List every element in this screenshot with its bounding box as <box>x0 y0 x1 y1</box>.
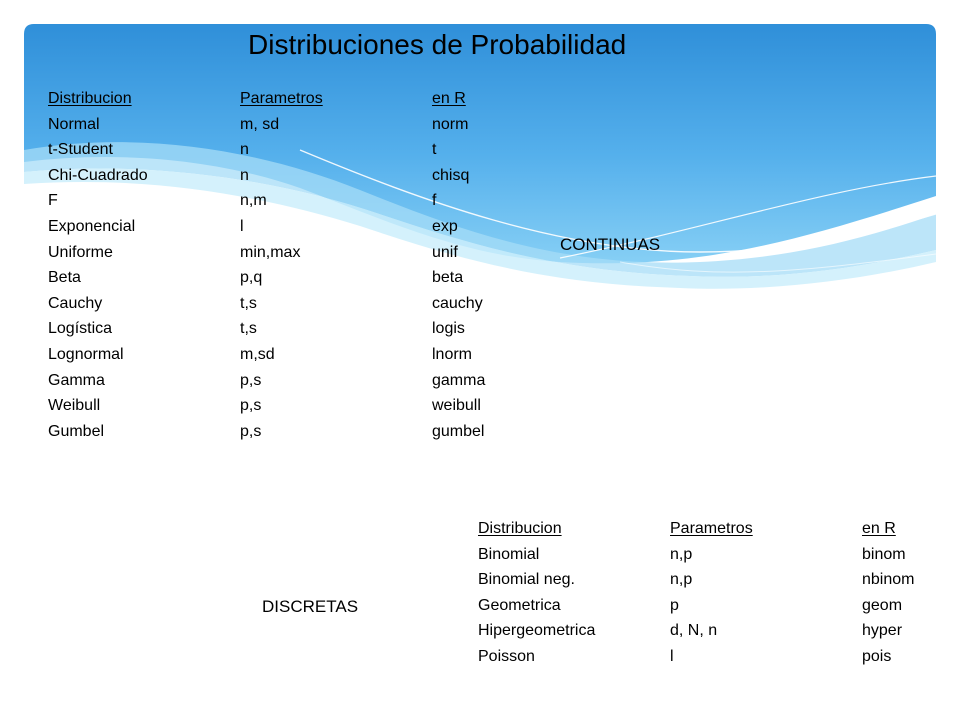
distribution-name: Exponencial <box>48 217 136 235</box>
distribution-params: n,p <box>670 571 693 589</box>
distribution-r-name: chisq <box>432 166 470 184</box>
distribution-r-name: binom <box>862 545 906 563</box>
distribution-r-name: nbinom <box>862 571 915 589</box>
distribution-name: Lognormal <box>48 345 124 363</box>
distribution-params: n,p <box>670 545 693 563</box>
table-row <box>48 137 518 163</box>
distribution-name: Weibull <box>48 397 101 415</box>
distribution-params: p,s <box>240 422 262 440</box>
table-row <box>478 644 938 670</box>
continuous-label: CONTINUAS <box>560 235 661 254</box>
distribution-name: t-Student <box>48 141 113 159</box>
distribution-params: p,s <box>240 397 262 415</box>
table-row <box>478 567 938 593</box>
distribution-params: l <box>670 647 674 665</box>
distribution-name: Gumbel <box>48 422 105 440</box>
page-title: Distribuciones de Probabilidad <box>248 29 627 60</box>
table-row <box>48 291 518 317</box>
table-row <box>48 214 518 240</box>
distribution-r-name: hyper <box>862 622 903 640</box>
table-row <box>478 542 938 568</box>
distribution-params: n <box>240 166 249 184</box>
header-r-name: en R <box>432 90 466 107</box>
distribution-params: n <box>240 141 249 159</box>
distribution-r-name: beta <box>432 269 464 287</box>
continuous-table <box>48 86 518 444</box>
table-row <box>48 316 518 342</box>
distribution-params: l <box>240 217 244 235</box>
distribution-r-name: exp <box>432 217 458 235</box>
distribution-params: d, N, n <box>670 622 718 640</box>
table-row <box>48 342 518 368</box>
header-distribution: Distribucion <box>478 520 562 537</box>
distribution-params: t,s <box>240 320 257 338</box>
distribution-name: Normal <box>48 115 100 133</box>
distribution-r-name: f <box>432 192 437 210</box>
header-parameters: Parametros <box>240 90 323 107</box>
table-row <box>48 393 518 419</box>
table-header <box>478 516 938 542</box>
header-distribution: Distribucion <box>48 90 132 107</box>
distribution-name: Cauchy <box>48 294 103 312</box>
distribution-r-name: gumbel <box>432 422 485 440</box>
distribution-name: F <box>48 192 58 210</box>
distribution-r-name: lnorm <box>432 345 473 363</box>
distribution-name: Logística <box>48 320 113 338</box>
distribution-params: m, sd <box>240 115 280 133</box>
distribution-name: Binomial neg. <box>478 571 575 589</box>
distribution-name: Poisson <box>478 647 535 665</box>
distribution-name: Beta <box>48 269 81 287</box>
table-row <box>478 618 938 644</box>
distribution-r-name: cauchy <box>432 294 483 312</box>
table-row <box>48 112 518 138</box>
distribution-params: m,sd <box>240 345 275 363</box>
distribution-r-name: geom <box>862 596 903 614</box>
table-row <box>48 368 518 394</box>
distribution-r-name: pois <box>862 647 892 665</box>
table-row <box>48 188 518 214</box>
distribution-name: Gamma <box>48 371 105 389</box>
distribution-r-name: t <box>432 141 437 159</box>
table-row <box>48 419 518 445</box>
distribution-params: p,s <box>240 371 262 389</box>
distribution-r-name: norm <box>432 115 469 133</box>
table-header <box>48 86 518 112</box>
distribution-params: min,max <box>240 243 301 261</box>
table-row <box>48 163 518 189</box>
table-row <box>48 240 518 266</box>
distribution-params: p <box>670 596 679 614</box>
distribution-params: p,q <box>240 269 263 287</box>
distribution-name: Geometrica <box>478 596 561 614</box>
distribution-r-name: weibull <box>432 397 481 415</box>
discrete-label: DISCRETAS <box>262 597 359 616</box>
distribution-r-name: unif <box>432 243 458 261</box>
distribution-r-name: gamma <box>432 371 486 389</box>
distribution-params: n,m <box>240 192 267 210</box>
distribution-name: Binomial <box>478 545 540 563</box>
distribution-params: t,s <box>240 294 257 312</box>
table-row <box>478 593 938 619</box>
header-r-name: en R <box>862 520 896 537</box>
distribution-name: Chi-Cuadrado <box>48 166 148 184</box>
header-parameters: Parametros <box>670 520 753 537</box>
distribution-name: Hipergeometrica <box>478 622 596 640</box>
distribution-r-name: logis <box>432 320 465 338</box>
table-row <box>48 265 518 291</box>
distribution-name: Uniforme <box>48 243 113 261</box>
discrete-table <box>478 516 938 670</box>
